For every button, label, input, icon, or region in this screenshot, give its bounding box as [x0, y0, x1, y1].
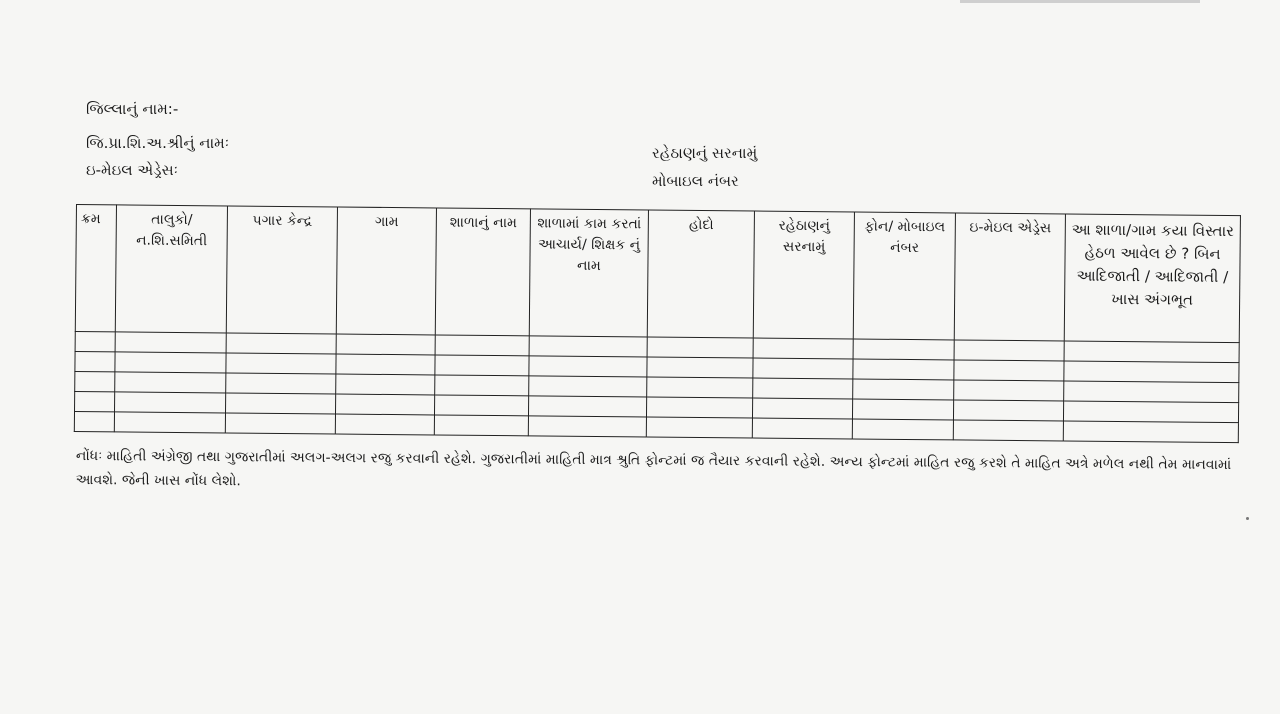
table-cell	[953, 420, 1063, 441]
table-cell	[226, 353, 336, 374]
table-cell	[336, 354, 435, 375]
table-cell	[954, 340, 1064, 361]
table-cell	[752, 418, 852, 439]
table-cell	[226, 373, 336, 394]
table-cell	[74, 411, 114, 431]
data-table-container	[74, 204, 1240, 451]
table-cell	[336, 334, 435, 355]
table-cell	[954, 360, 1064, 381]
table-cell	[335, 414, 434, 435]
table-cell	[646, 417, 752, 438]
col-header-village: ગામ	[336, 207, 436, 335]
table-cell	[528, 416, 646, 437]
table-cell	[226, 393, 336, 414]
table-cell	[1063, 401, 1238, 423]
table-cell	[1064, 341, 1239, 363]
table-header-row	[75, 205, 1240, 343]
col-header-pay-center: પગાર કેન્દ્ર	[226, 206, 337, 334]
col-header-area-type: આ શાળા/ગામ કયા વિસ્તાર હેઠળ આવેલ છે ? બિન આદિજાતી / આદિજાતી / ખાસ અંગભૂત	[1064, 214, 1240, 343]
table-cell	[114, 412, 225, 433]
table-cell	[529, 376, 647, 397]
officer-name-label: જિ.પ્રા.શિ.અ.શ્રીનું નામઃ	[86, 134, 230, 152]
table-cell	[226, 333, 336, 354]
table-cell	[336, 374, 435, 395]
table-cell	[115, 372, 226, 393]
col-header-email: ઇ-મેઇલ એડ્રેસ	[954, 213, 1065, 341]
col-header-taluka: તાલુકો/ ન.શિ.સમિતી	[115, 205, 227, 333]
table-cell	[853, 359, 954, 380]
table-cell	[647, 377, 753, 398]
table-cell	[753, 338, 853, 359]
table-cell	[1064, 381, 1239, 403]
table-cell	[435, 355, 529, 376]
table-cell	[753, 378, 853, 399]
table-cell	[225, 413, 335, 434]
table-cell	[528, 396, 646, 417]
table-cell	[115, 352, 226, 373]
district-name-label: જિલ્લાનું નામ:-	[86, 100, 179, 118]
table-cell	[646, 397, 752, 418]
table-cell	[75, 371, 115, 391]
col-header-phone: ફોન/ મોબાઇલ નંબર	[853, 212, 955, 340]
page-edge	[960, 0, 1200, 3]
table-cell	[335, 394, 434, 415]
table-cell	[953, 400, 1063, 421]
table-cell	[1063, 421, 1238, 443]
table-cell	[435, 375, 529, 396]
table-cell	[529, 356, 647, 377]
paper-speck	[1246, 517, 1249, 520]
table-cell	[435, 335, 529, 356]
table-cell	[529, 336, 647, 357]
col-header-teacher-name: શાળામાં કામ કરતાં આચાર્ય/ શિક્ષક નું નામ	[529, 209, 648, 337]
mobile-number-label: મોબાઇલ નંબર	[652, 172, 739, 190]
table-cell	[75, 351, 115, 371]
table-body	[74, 331, 1239, 442]
table-cell	[853, 379, 954, 400]
col-header-designation: હોદો	[647, 210, 754, 338]
table-cell	[434, 415, 528, 436]
table-cell	[852, 419, 953, 440]
table-cell	[1064, 361, 1239, 383]
table-cell	[75, 391, 115, 411]
email-address-label: ઇ-મેઇલ એડ્રેસઃ	[86, 161, 178, 179]
table-cell	[647, 337, 753, 358]
table-cell	[852, 399, 953, 420]
table-cell	[954, 380, 1064, 401]
table-cell	[434, 395, 528, 416]
table-cell	[853, 339, 954, 360]
col-header-school-name: શાળાનું નામ	[435, 208, 530, 336]
table-cell	[753, 358, 853, 379]
col-header-address: રહેઠાણનું સરનામું	[753, 211, 854, 339]
table-cell	[115, 392, 226, 413]
table-cell	[115, 332, 226, 353]
residence-address-label: રહેઠાણનું સરનામું	[652, 144, 758, 162]
table-cell	[647, 357, 753, 378]
data-table	[74, 204, 1241, 443]
table-cell	[752, 398, 852, 419]
footnote: નોંધઃ માહિતી અંગ્રેજી તથા ગુજરાતીમાં અલગ-અલગ રજુ કરવાની રહેશે. ગુજરાતીમાં માહિતી માત્ર શ્રુતિ ફોન્ટમાં જ તૈયાર કરવાની રહેશે. અન્ય ફોન્ટમાં માહિત રજુ કરશે તે માહિત અત્રે મળેલ નથી તેમ માનવામાં આવશે. જેની ખાસ નોંધ લેશો.	[75, 447, 1232, 490]
table-cell	[75, 331, 115, 351]
col-header-serial: ક્રમ	[75, 205, 116, 332]
